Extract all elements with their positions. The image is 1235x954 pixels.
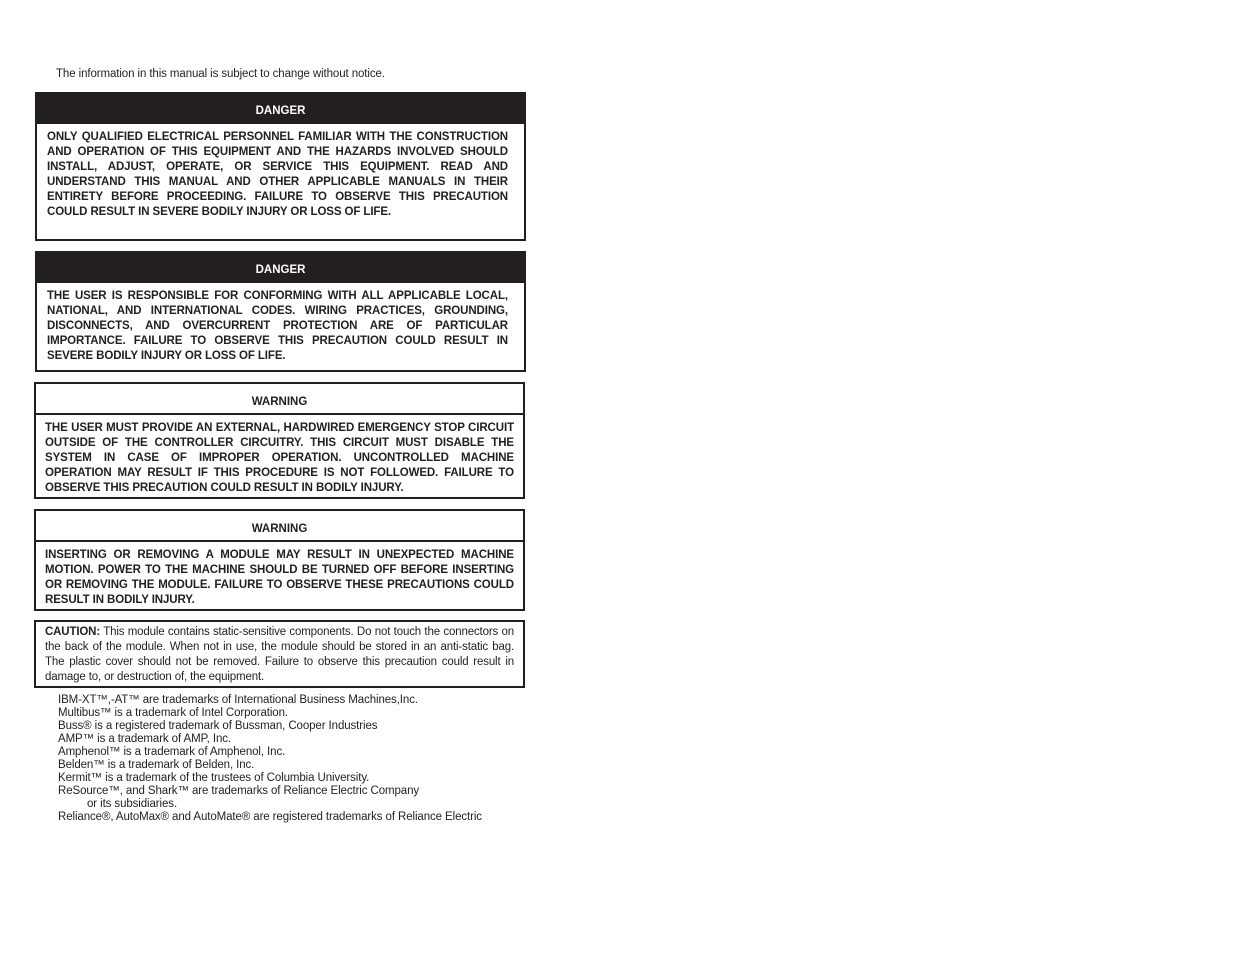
trademark-line: Buss® is a registered trademark of Bussman, Cooper Industries [58, 720, 378, 732]
warning-box-text: INSERTING OR REMOVING A MODULE MAY RESULT IN UNEXPECTED MACHINE MOTION. POWER TO THE MACHINE SHOULD BE TURNED OFF BEFORE INSERTING OR REMOVING THE MODULE. FAILURE TO OBSERVE THESE PRECAUTIONS COULD RESULT IN BODILY INJURY. [45, 549, 514, 606]
danger-box-title: DANGER [37, 94, 524, 124]
danger-box-codes [35, 251, 526, 372]
caution-box-static [34, 620, 525, 688]
trademark-line: Kermit™ is a trademark of the trustees of Columbia University. [58, 772, 370, 784]
trademark-line: ReSource™, and Shark™ are trademarks of Reliance Electric Company [58, 785, 420, 797]
danger-box-title: DANGER [37, 253, 524, 283]
warning-box-title: WARNING [36, 511, 523, 542]
warning-box-emergency-stop [34, 382, 525, 499]
warning-box-title: WARNING [36, 384, 523, 415]
trademark-line: Belden™ is a trademark of Belden, Inc. [58, 759, 255, 771]
caution-text: This module contains static-sensitive components. Do not touch the connectors on the back of the module. When not in use, the module should be stored in an anti-static bag. The plastic cover should not be removed. Failure to observe this precaution could result in damage to, or destruction of, the equipment. [45, 626, 514, 683]
warning-box-text: THE USER MUST PROVIDE AN EXTERNAL, HARDWIRED EMERGENCY STOP CIRCUIT OUTSIDE OF THE CONTROLLER CIRCUITRY. THIS CIRCUIT MUST DISABLE THE SYSTEM IN CASE OF IMPROPER OPERATION. UNCONTROLLED MACHINE OPERATION MAY RESULT IF THIS PROCEDURE IS NOT FOLLOWED. FAILURE TO OBSERVE THIS PRECAUTION COULD RESULT IN BODILY INJURY. [45, 422, 514, 494]
trademark-line: Amphenol™ is a trademark of Amphenol, Inc. [58, 746, 286, 758]
trademark-line: or its subsidiaries. [87, 798, 178, 810]
caution-text-block [36, 622, 523, 685]
trademark-line: IBM-XT™,-AT™ are trademarks of International Business Machines,Inc. [58, 694, 418, 706]
danger-box-text: ONLY QUALIFIED ELECTRICAL PERSONNEL FAMILIAR WITH THE CONSTRUCTION AND OPERATION OF THIS EQUIPMENT AND THE HAZARDS INVOLVED SHOULD INSTALL, ADJUST, OPERATE, OR SERVICE THIS EQUIPMENT. READ AND UNDERSTAND THIS MANUAL AND OTHER APPLICABLE MANUALS IN THEIR ENTIRETY BEFORE PROCEEDING. FAILURE TO OBSERVE THIS PRECAUTION COULD RESULT IN SEVERE BODILY INJURY OR LOSS OF LIFE. [47, 131, 508, 218]
change-notice: The information in this manual is subject to change without notice. [56, 68, 385, 80]
trademark-line: Reliance®, AutoMax® and AutoMate® are registered trademarks of Reliance Electric [58, 811, 482, 823]
trademark-line: Multibus™ is a trademark of Intel Corporation. [58, 707, 288, 719]
trademark-line: AMP™ is a trademark of AMP, Inc. [58, 733, 231, 745]
danger-box-text: THE USER IS RESPONSIBLE FOR CONFORMING WITH ALL APPLICABLE LOCAL, NATIONAL, AND INTERNATIONAL CODES. WIRING PRACTICES, GROUNDING, DISCONNECTS, AND OVERCURRENT PROTECTION ARE OF PARTICULAR IMPORTANCE. FAILURE TO OBSERVE THIS PRECAUTION COULD RESULT IN SEVERE BODILY INJURY OR LOSS OF LIFE. [47, 290, 508, 362]
trademark-list [58, 694, 482, 824]
danger-box-qualified-personnel [35, 92, 526, 241]
caution-label: CAUTION: [45, 626, 101, 638]
warning-box-module-removal [34, 509, 525, 611]
